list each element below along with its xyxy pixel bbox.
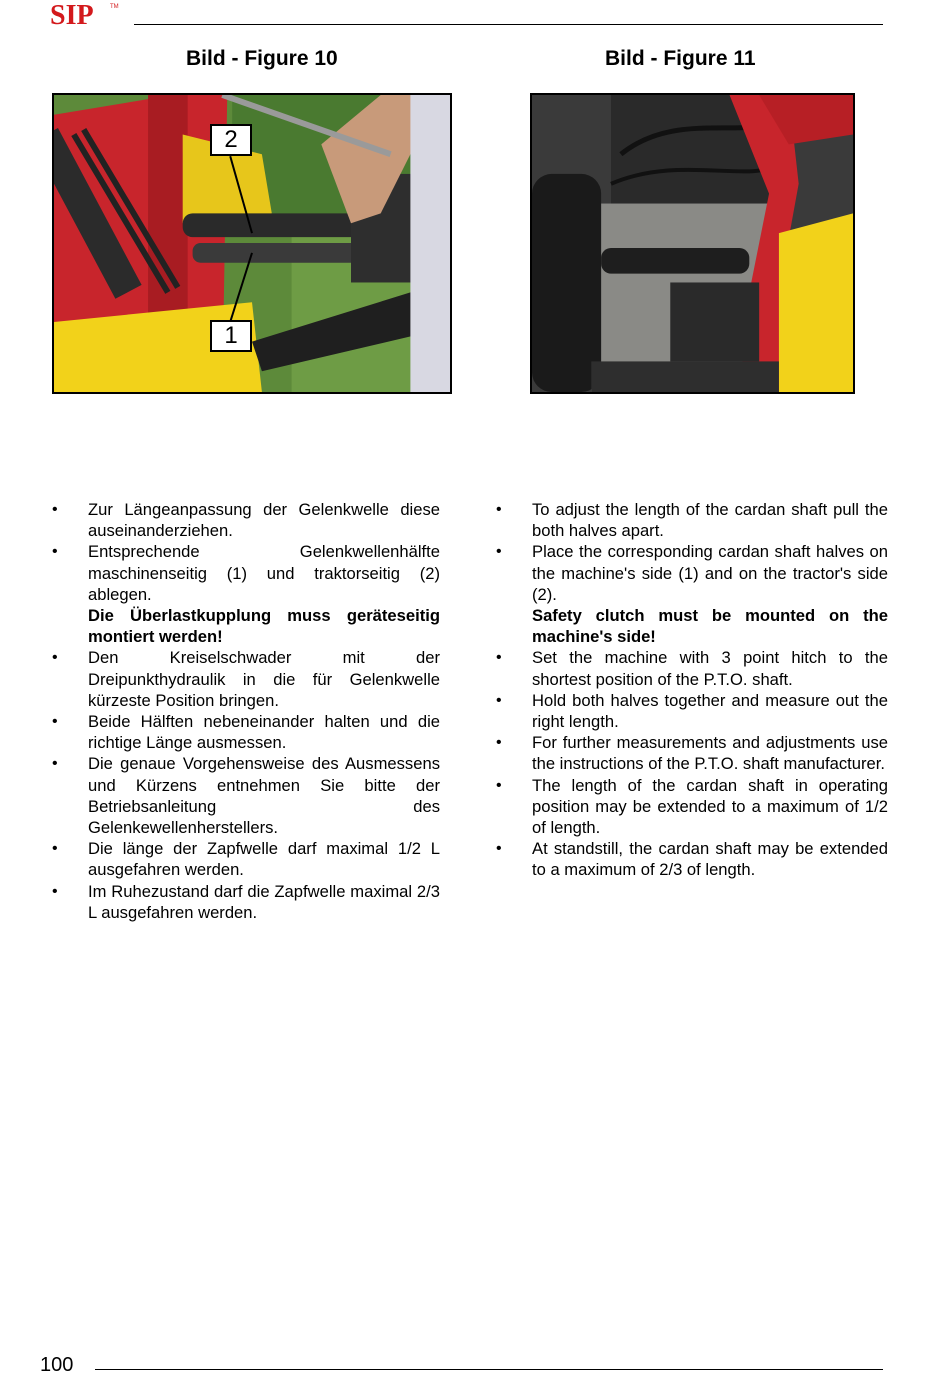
list-item-text: Entsprechende Gelenkwellenhälfte maschinenseitig (1) und traktorseitig (2) ablegen. xyxy=(88,542,440,604)
list-item xyxy=(496,690,888,732)
list-item-text: To adjust the length of the cardan shaft pull the both halves apart. xyxy=(532,500,888,541)
list-item xyxy=(52,711,440,753)
bullet-icon: • xyxy=(496,543,502,561)
list-item xyxy=(52,541,440,647)
bullet-icon: • xyxy=(52,543,58,561)
list-item-text: For further measurements and adjustments use the instructions of the P.T.O. shaft manufacturer. xyxy=(532,733,888,774)
list-item-text: Die genaue Vorgehensweise des Ausmessens und Kürzens entnehmen Sie bitte der Betriebsanleitung des Gelenkewellenherstellers. xyxy=(88,754,440,838)
logo-trademark: TM xyxy=(110,4,119,10)
list-item xyxy=(496,499,888,541)
list-item xyxy=(496,647,888,689)
bullet-icon: • xyxy=(52,501,58,518)
bullet-icon: • xyxy=(496,840,502,858)
page-number: 100 xyxy=(40,1354,74,1376)
bullet-icon: • xyxy=(52,882,58,900)
list-item xyxy=(496,838,888,880)
bullet-icon: • xyxy=(52,840,58,858)
callout-2: 2 xyxy=(210,124,252,156)
list-item xyxy=(496,775,888,839)
list-item xyxy=(52,499,440,541)
sip-logo xyxy=(50,0,130,35)
logo-text: SIP xyxy=(50,0,94,30)
list-item-text: At standstill, the cardan shaft may be extended to a maximum of 2/3 of length. xyxy=(532,839,888,880)
list-item-text: Place the corresponding cardan shaft halves on the machine's side (1) and on the tractor's side (2). xyxy=(532,542,888,604)
header-rule xyxy=(134,24,883,25)
list-item-text: Im Ruhezustand darf die Zapfwelle maximal 2/3 L ausgefahren werden. xyxy=(88,881,440,922)
list-item-text: Zur Längeanpassung der Gelenkwelle diese auseinanderziehen. xyxy=(88,500,440,541)
english-column xyxy=(496,499,888,881)
figure-10-photo xyxy=(52,93,452,394)
figure-11-photo xyxy=(530,93,855,394)
bullet-icon: • xyxy=(52,713,58,731)
figure-11-title: Bild - Figure 11 xyxy=(605,47,756,70)
footer-rule xyxy=(95,1369,883,1370)
list-item xyxy=(52,881,440,923)
list-item-text: Beide Hälften nebeneinander halten und die richtige Länge ausmessen. xyxy=(88,712,440,753)
list-item-warning: Safety clutch must be mounted on the machine's side! xyxy=(532,606,888,647)
bullet-icon: • xyxy=(52,649,58,667)
list-item xyxy=(52,753,440,838)
list-item-text: Set the machine with 3 point hitch to the shortest position of the P.T.O. shaft. xyxy=(532,648,888,689)
bullet-icon: • xyxy=(496,691,502,709)
bullet-icon: • xyxy=(52,755,58,773)
callout-1: 1 xyxy=(210,320,252,352)
list-item-warning: Die Überlastkupplung muss geräteseitig montiert werden! xyxy=(88,606,440,647)
figure-10-title: Bild - Figure 10 xyxy=(186,47,338,70)
list-item-text: The length of the cardan shaft in operating position may be extended to a maximum of 1/2 of length. xyxy=(532,775,888,838)
german-column xyxy=(52,499,440,923)
list-item xyxy=(496,732,888,774)
list-item-text: Hold both halves together and measure out the right length. xyxy=(532,690,888,732)
list-item xyxy=(52,838,440,880)
list-item-text: Die länge der Zapfwelle darf maximal 1/2 L ausgefahren werden. xyxy=(88,839,440,880)
list-item xyxy=(496,541,888,647)
bullet-icon: • xyxy=(496,501,502,518)
bullet-icon: • xyxy=(496,776,502,794)
list-item-text: Den Kreiselschwader mit der Dreipunkthydraulik in die für Gelenkwelle kürzeste Position bringen. xyxy=(88,648,440,710)
list-item xyxy=(52,647,440,711)
bullet-icon: • xyxy=(496,734,502,752)
bullet-icon: • xyxy=(496,649,502,667)
